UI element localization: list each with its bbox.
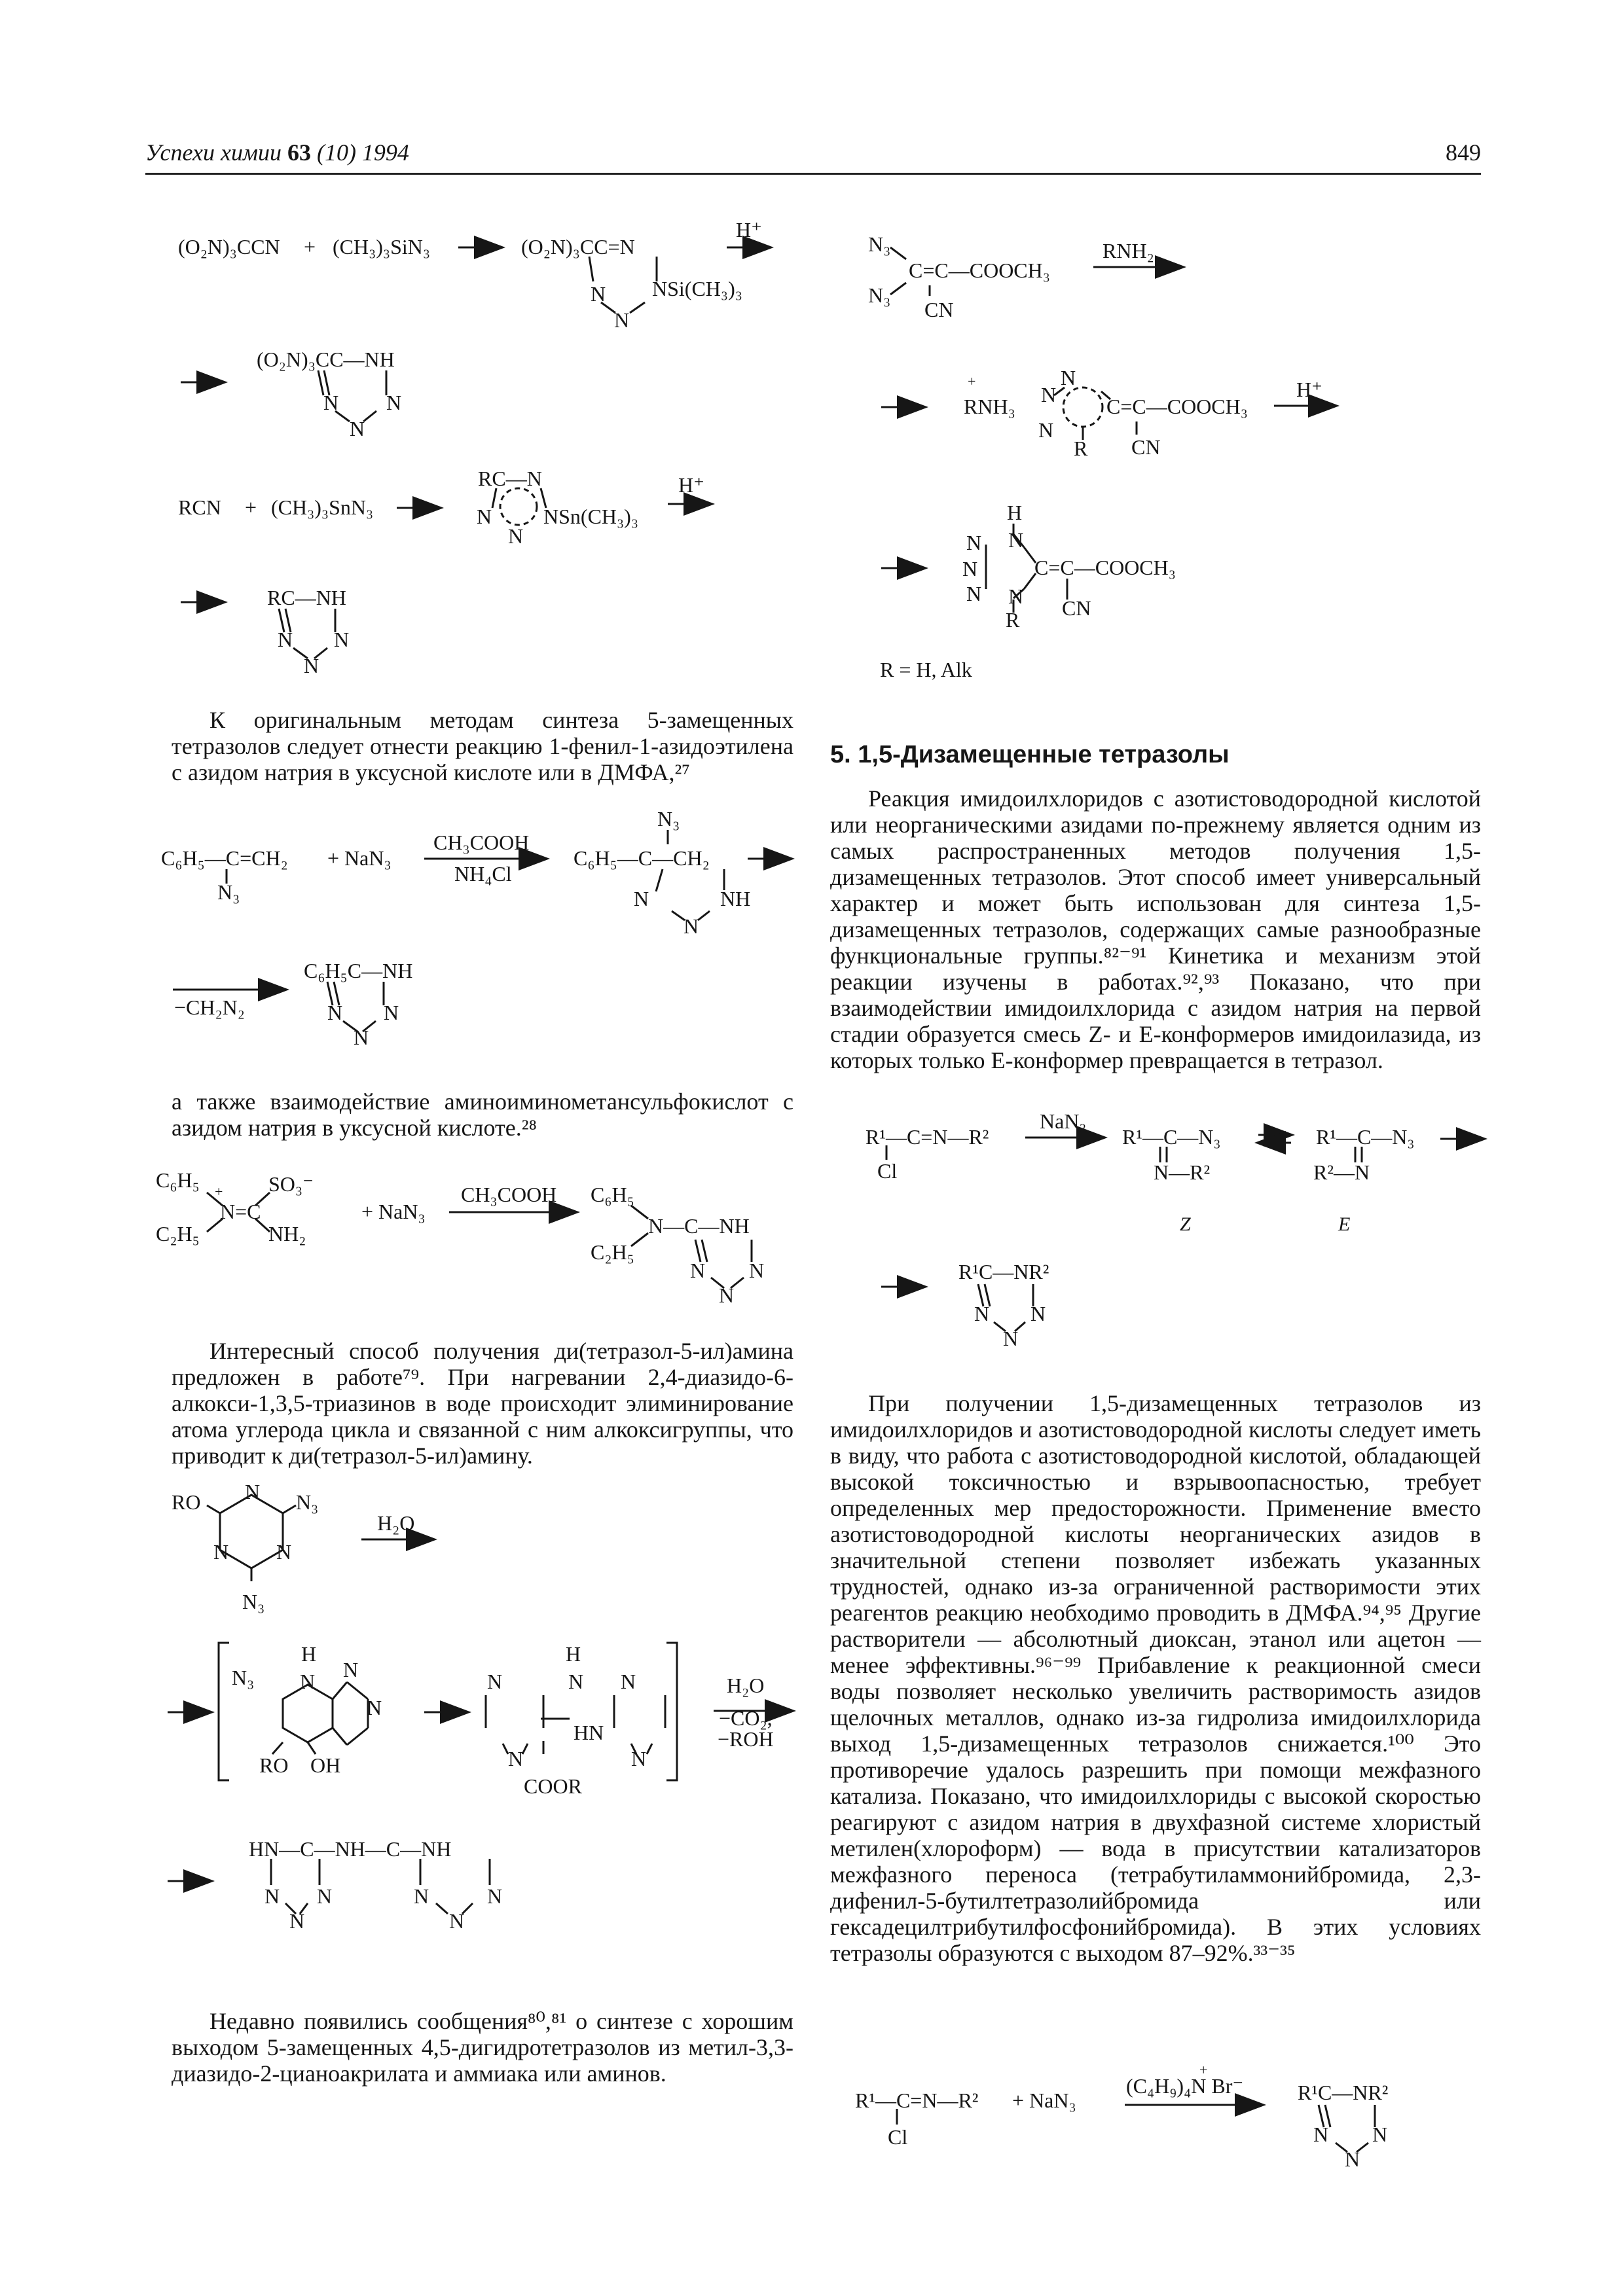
ring-atom-n: N: [974, 1302, 990, 1325]
scheme6-amine: RNH₂: [1103, 239, 1154, 262]
ring-atom-n: N: [327, 1001, 343, 1024]
scheme8-catalyst: (C₄H₉)₄N Br⁻: [1126, 2074, 1244, 2098]
ring-atom-n: N: [213, 1540, 229, 1564]
scheme3-cond-top: CH₃COOH: [433, 831, 530, 854]
scheme5-h1: H: [301, 1642, 317, 1666]
scheme6-prod-r: R: [1006, 608, 1020, 632]
ring-atom-n: N: [300, 1670, 316, 1693]
scheme2-plus: +: [245, 495, 257, 519]
ring-atom-n: N: [1041, 383, 1057, 406]
ring-atom-n: N: [449, 1909, 465, 1933]
scheme5-hn: HN: [574, 1721, 604, 1744]
ring-atom-n: N: [591, 282, 606, 306]
scheme5-azide-top: N₃: [296, 1490, 319, 1514]
scheme2-reactant: RCN: [178, 495, 221, 519]
scheme8-reactant: R¹—C=N—R²: [855, 2089, 979, 2112]
scheme2-reagent: (CH₃)₃SnN₃: [271, 495, 374, 519]
scheme5-oh-right: OH: [310, 1753, 341, 1777]
scheme6-acid: H⁺: [1296, 378, 1322, 401]
scheme4-sulfonate: SO₃⁻: [268, 1172, 314, 1196]
scheme1-acid: H⁺: [736, 218, 762, 242]
scheme5-h2: H: [566, 1642, 581, 1666]
ring-atom-n: N: [1008, 528, 1024, 552]
scheme6-core: C=C—COOCH₃: [909, 259, 1050, 282]
scheme6-prod-core: C=C—COOCH₃: [1034, 556, 1176, 579]
scheme4-cond: CH₃COOH: [461, 1183, 557, 1206]
scheme5-alkoxy: RO: [172, 1490, 201, 1514]
ring-atom-n: N: [966, 531, 982, 554]
ring-atom-n: N: [690, 1259, 706, 1282]
ring-atom-n: N: [1030, 1302, 1046, 1325]
ring-atom-n: N: [966, 582, 982, 605]
scheme6-r-definition: R = H, Alk: [880, 658, 972, 681]
ring-atom-n: N: [1061, 366, 1076, 389]
paragraph-hydrazoic-acid: При получении 1,5-дизамещенных тетразолов из имидоилхлоридов и азотистоводородной кислоты следует иметь в виду, что работа с азотистоводородной кислотой, обладающей высокой токсичностью и взрывоопасностью, требует определенных мер предосторожности. Применение вместо азотистоводородной кислоты неорганических азидов в значительной степени позволяет избежать указанных трудностей, однако из-за ограниченной растворимости этих реагентов реакцию необходимо проводить в ДМФА.⁹⁴,⁹⁵ Другие растворители — абсолютный диоксан, этанол или ацетон — менее эффективны.⁹⁶⁻⁹⁹ Прибавление к реакционной смеси воды позволяет несколько увеличить растворимость азидов щелочных металлов, однако из-за гидролиза имидоилхлорида выход 1,5-дизамещенных тетразолов снижается.¹⁰⁰ Это противоречие удалось разрешить при помощи межфазного катализа. Показано, что имидоилхлориды с высокой скоростью реагируют с азидом натрия в двухфазной системе хлористый метилен(хлороформ) — вода в присутствии катализаторов межфазного переноса (тетрабутиламмонийбромида, 2,3-дифенил-5-бутилтетразолийбромида или гексадецилтрибутилфосфонийбромида). В этих условиях тетразолы образуются с выходом 87–92%.³³⁻³⁵: [830, 1390, 1481, 1966]
scheme7-z-label: Z: [1180, 1213, 1191, 1235]
scheme4-phenyl: C₆H₅: [156, 1168, 200, 1192]
scheme5-cond-bottom: −ROH: [718, 1727, 774, 1751]
ring-atom-n: N: [508, 1747, 524, 1770]
ring-atom-n: N: [278, 628, 293, 651]
ring-atom-nh: NH: [720, 887, 751, 910]
scheme8-chloride: Cl: [888, 2125, 908, 2149]
ring-atom-n: N: [1313, 2123, 1329, 2146]
scheme3-int-azide: N₃: [657, 807, 680, 831]
ring-atom-n: N: [684, 914, 699, 938]
scheme5-water: H₂O: [377, 1511, 415, 1535]
journal-title: Успехи химии: [145, 139, 282, 166]
ring-atom-n: N: [317, 1884, 333, 1908]
scheme1-product: (O₂N)₃CC—NH: [257, 348, 395, 371]
scheme-trinitromethyl-tetrazole: [181, 247, 770, 422]
ring-atom-n: N: [386, 391, 402, 414]
ring-atom-n: N: [477, 505, 492, 528]
ring-atom-n: N: [323, 391, 339, 414]
scheme7-e-label: E: [1338, 1213, 1351, 1235]
ring-atom-n: N: [245, 1480, 261, 1503]
ring-atom-n: N: [264, 1884, 280, 1908]
scheme4-product-phenyl: C₆H₅: [591, 1183, 634, 1206]
scheme4-core: N=C: [220, 1200, 261, 1223]
ring-atom-n: N: [289, 1909, 305, 1933]
ring-atom-n: N: [749, 1259, 765, 1282]
scheme7-reactant: R¹—C=N—R²: [866, 1125, 989, 1149]
scheme6-salt: RNH₃: [964, 395, 1015, 418]
scheme3-elim: −CH₂N₂: [174, 996, 245, 1019]
plus-charge: +: [1199, 2062, 1208, 2078]
scheme5-ester: COOR: [524, 1774, 582, 1798]
ring-atom-n: N: [350, 417, 365, 440]
scheme7-reagent: NaN₃: [1040, 1109, 1087, 1133]
ring-atom-n: N: [634, 887, 649, 910]
scheme5-bracket-azide: N₃: [232, 1666, 255, 1689]
ring-atom-n: N: [487, 1670, 503, 1693]
scheme7-e-bottom: R²—N: [1313, 1160, 1370, 1184]
scheme3-reactant: C₆H₅—C=CH₂: [161, 846, 288, 870]
scheme1-intermediate: (O₂N)₃CC=N: [521, 235, 635, 259]
scheme4-ethyl: C₂H₅: [156, 1222, 200, 1246]
scheme5-azide-bottom: N₃: [242, 1590, 265, 1613]
scheme2-intermediate: RC—N: [478, 467, 542, 490]
paragraph-also: а также взаимодействие аминоиминометансульфокислот с азидом натрия в уксусной кислоте.²⁸: [172, 1088, 793, 1141]
ring-atom-n: N: [1008, 584, 1024, 608]
paragraph-ditetrazolylamine: Интересный способ получения ди(тетразол-5-ил)амина предложен в работе⁷⁹. При нагревании 2,4-диазидо-6-алкокси-1,3,5-триазинов в воде происходит элиминирование атома углерода цикла и связанной с ним алкоксигруппы, что приводит к ди(тетразол-5-ил)амину.: [172, 1338, 793, 1469]
ring-atom-n: N: [568, 1670, 584, 1693]
paragraph-imidoyl-chlorides: Реакция имидоилхлоридов с азотистоводородной кислотой или неорганическими азидами по-прежнему является одним из самых распространенных методов получения 1,5-дизамещенных тетразолов. Этот способ имеет универсальный характер и может быть использован для синтеза 1,5-дизамещенных тетразолов, содержащих самые разнообразные функциональные группы.⁸²⁻⁹¹ Кинетика и механизм этой реакции изучены в работах.⁹²,⁹³ Показано, что при взаимодействии имидоилхлорида с азидом натрия на первой стадии образуется смесь Z- и E-конформеров имидоилазида, из которых только E-конформер превращается в тетразол.: [830, 785, 1481, 1073]
ring-atom-n: N: [414, 1884, 429, 1908]
scheme6-salt-core: C=C—COOCH₃: [1106, 395, 1248, 418]
ring-atom-n: N: [384, 1001, 399, 1024]
scheme5-product: HN—C—NH—C—NH: [249, 1837, 452, 1861]
scheme7-z-top: R¹—C—N₃: [1122, 1125, 1221, 1149]
ring-atom-n: N: [367, 1696, 382, 1719]
scheme6-cn: CN: [1062, 596, 1091, 620]
scheme1-plus: +: [304, 235, 316, 259]
ring-atom-n: N: [1372, 2123, 1388, 2146]
scheme6-cn: CN: [924, 298, 954, 321]
ring-atom-n: N: [1345, 2147, 1360, 2171]
scheme2-stannyl: NSn(CH₃)₃: [543, 505, 638, 528]
ring-atom-n: N: [719, 1283, 735, 1307]
scheme7-z-bottom: N—R²: [1154, 1160, 1211, 1184]
scheme5-cond-top: H₂O: [727, 1674, 765, 1697]
scheme4-amine: NH₂: [268, 1222, 306, 1246]
ring-atom-n: N: [962, 557, 978, 581]
scheme8-plus: + NaN₃: [1012, 2089, 1076, 2112]
journal-issue-year: (10) 1994: [316, 139, 409, 166]
paragraph-recent-reports: Недавно появились сообщения⁸⁰,⁸¹ о синтезе с хорошим выходом 5-замещенных 4,5-дигидротетразолов из метил-3,3-диазидо-2-цианоакрилата и аммиака или аминов.: [172, 2008, 793, 2087]
ring-atom-n: N: [614, 308, 630, 332]
ring-atom-n: N: [1003, 1327, 1019, 1350]
scheme3-intermediate: C₆H₅—C—CH₂: [574, 846, 710, 870]
scheme4-plus: + NaN₃: [361, 1200, 426, 1223]
ring-atom-n: N: [508, 524, 524, 548]
scheme6-azide-a: N₃: [868, 232, 891, 256]
plus-charge: +: [968, 373, 976, 389]
ring-atom-n: N: [1038, 418, 1054, 442]
ring-atom-n: N: [343, 1658, 359, 1681]
ring-atom-n: N: [304, 654, 319, 677]
scheme1-reactant: (O₂N)₃CCN: [178, 235, 280, 259]
scheme3-cond-bottom: NH₄Cl: [454, 862, 512, 886]
scheme4-product-core: N—C—NH: [648, 1214, 750, 1238]
scheme1-silyl: NSi(CH₃)₃: [652, 277, 742, 300]
ring-atom-n: N: [631, 1747, 647, 1770]
ring-atom-n: N: [276, 1540, 292, 1564]
ring-atom-n: N: [334, 628, 350, 651]
scheme6-cn: CN: [1131, 435, 1161, 459]
scheme6-ring-r: R: [1074, 437, 1088, 460]
journal-volume: 63: [287, 139, 311, 166]
scheme7-product: R¹C—NR²: [958, 1260, 1049, 1283]
scheme3-reactant-azide: N₃: [217, 880, 240, 904]
scheme6-azide-b: N₃: [868, 283, 891, 307]
scheme2-product: RC—NH: [267, 586, 346, 609]
scheme8-product: R¹C—NR²: [1298, 2081, 1389, 2104]
scheme5-cond-mid: −CO₂,: [719, 1706, 773, 1730]
scheme3-plus: + NaN₃: [327, 846, 392, 870]
scheme2-acid: H⁺: [678, 473, 704, 497]
scheme3-product: C₆H₅C—NH: [304, 959, 413, 982]
scheme7-chloride: Cl: [877, 1159, 898, 1183]
ring-atom-n: N: [621, 1670, 636, 1693]
section-heading: 5. 1,5-Дизамещенные тетразолы: [830, 741, 1230, 768]
scheme5-ro-left: RO: [259, 1753, 289, 1777]
paragraph-original-methods: К оригинальным методам синтеза 5-замещенных тетразолов следует отнести реакцию 1-фенил-1-азидоэтилена с азидом натрия в уксусной кислоте или в ДМФА,²⁷: [172, 707, 793, 785]
plus-charge: +: [215, 1183, 223, 1200]
ring-atom-n: N: [354, 1026, 369, 1049]
scheme4-product-ethyl: C₂H₅: [591, 1240, 634, 1264]
scheme1-reagent: (CH₃)₃SiN₃: [333, 235, 431, 259]
scheme6-prod-h: H: [1007, 501, 1023, 524]
page-number: 849: [1446, 139, 1481, 166]
ring-atom-n: N: [487, 1884, 503, 1908]
scheme7-e-top: R¹—C—N₃: [1316, 1125, 1415, 1149]
